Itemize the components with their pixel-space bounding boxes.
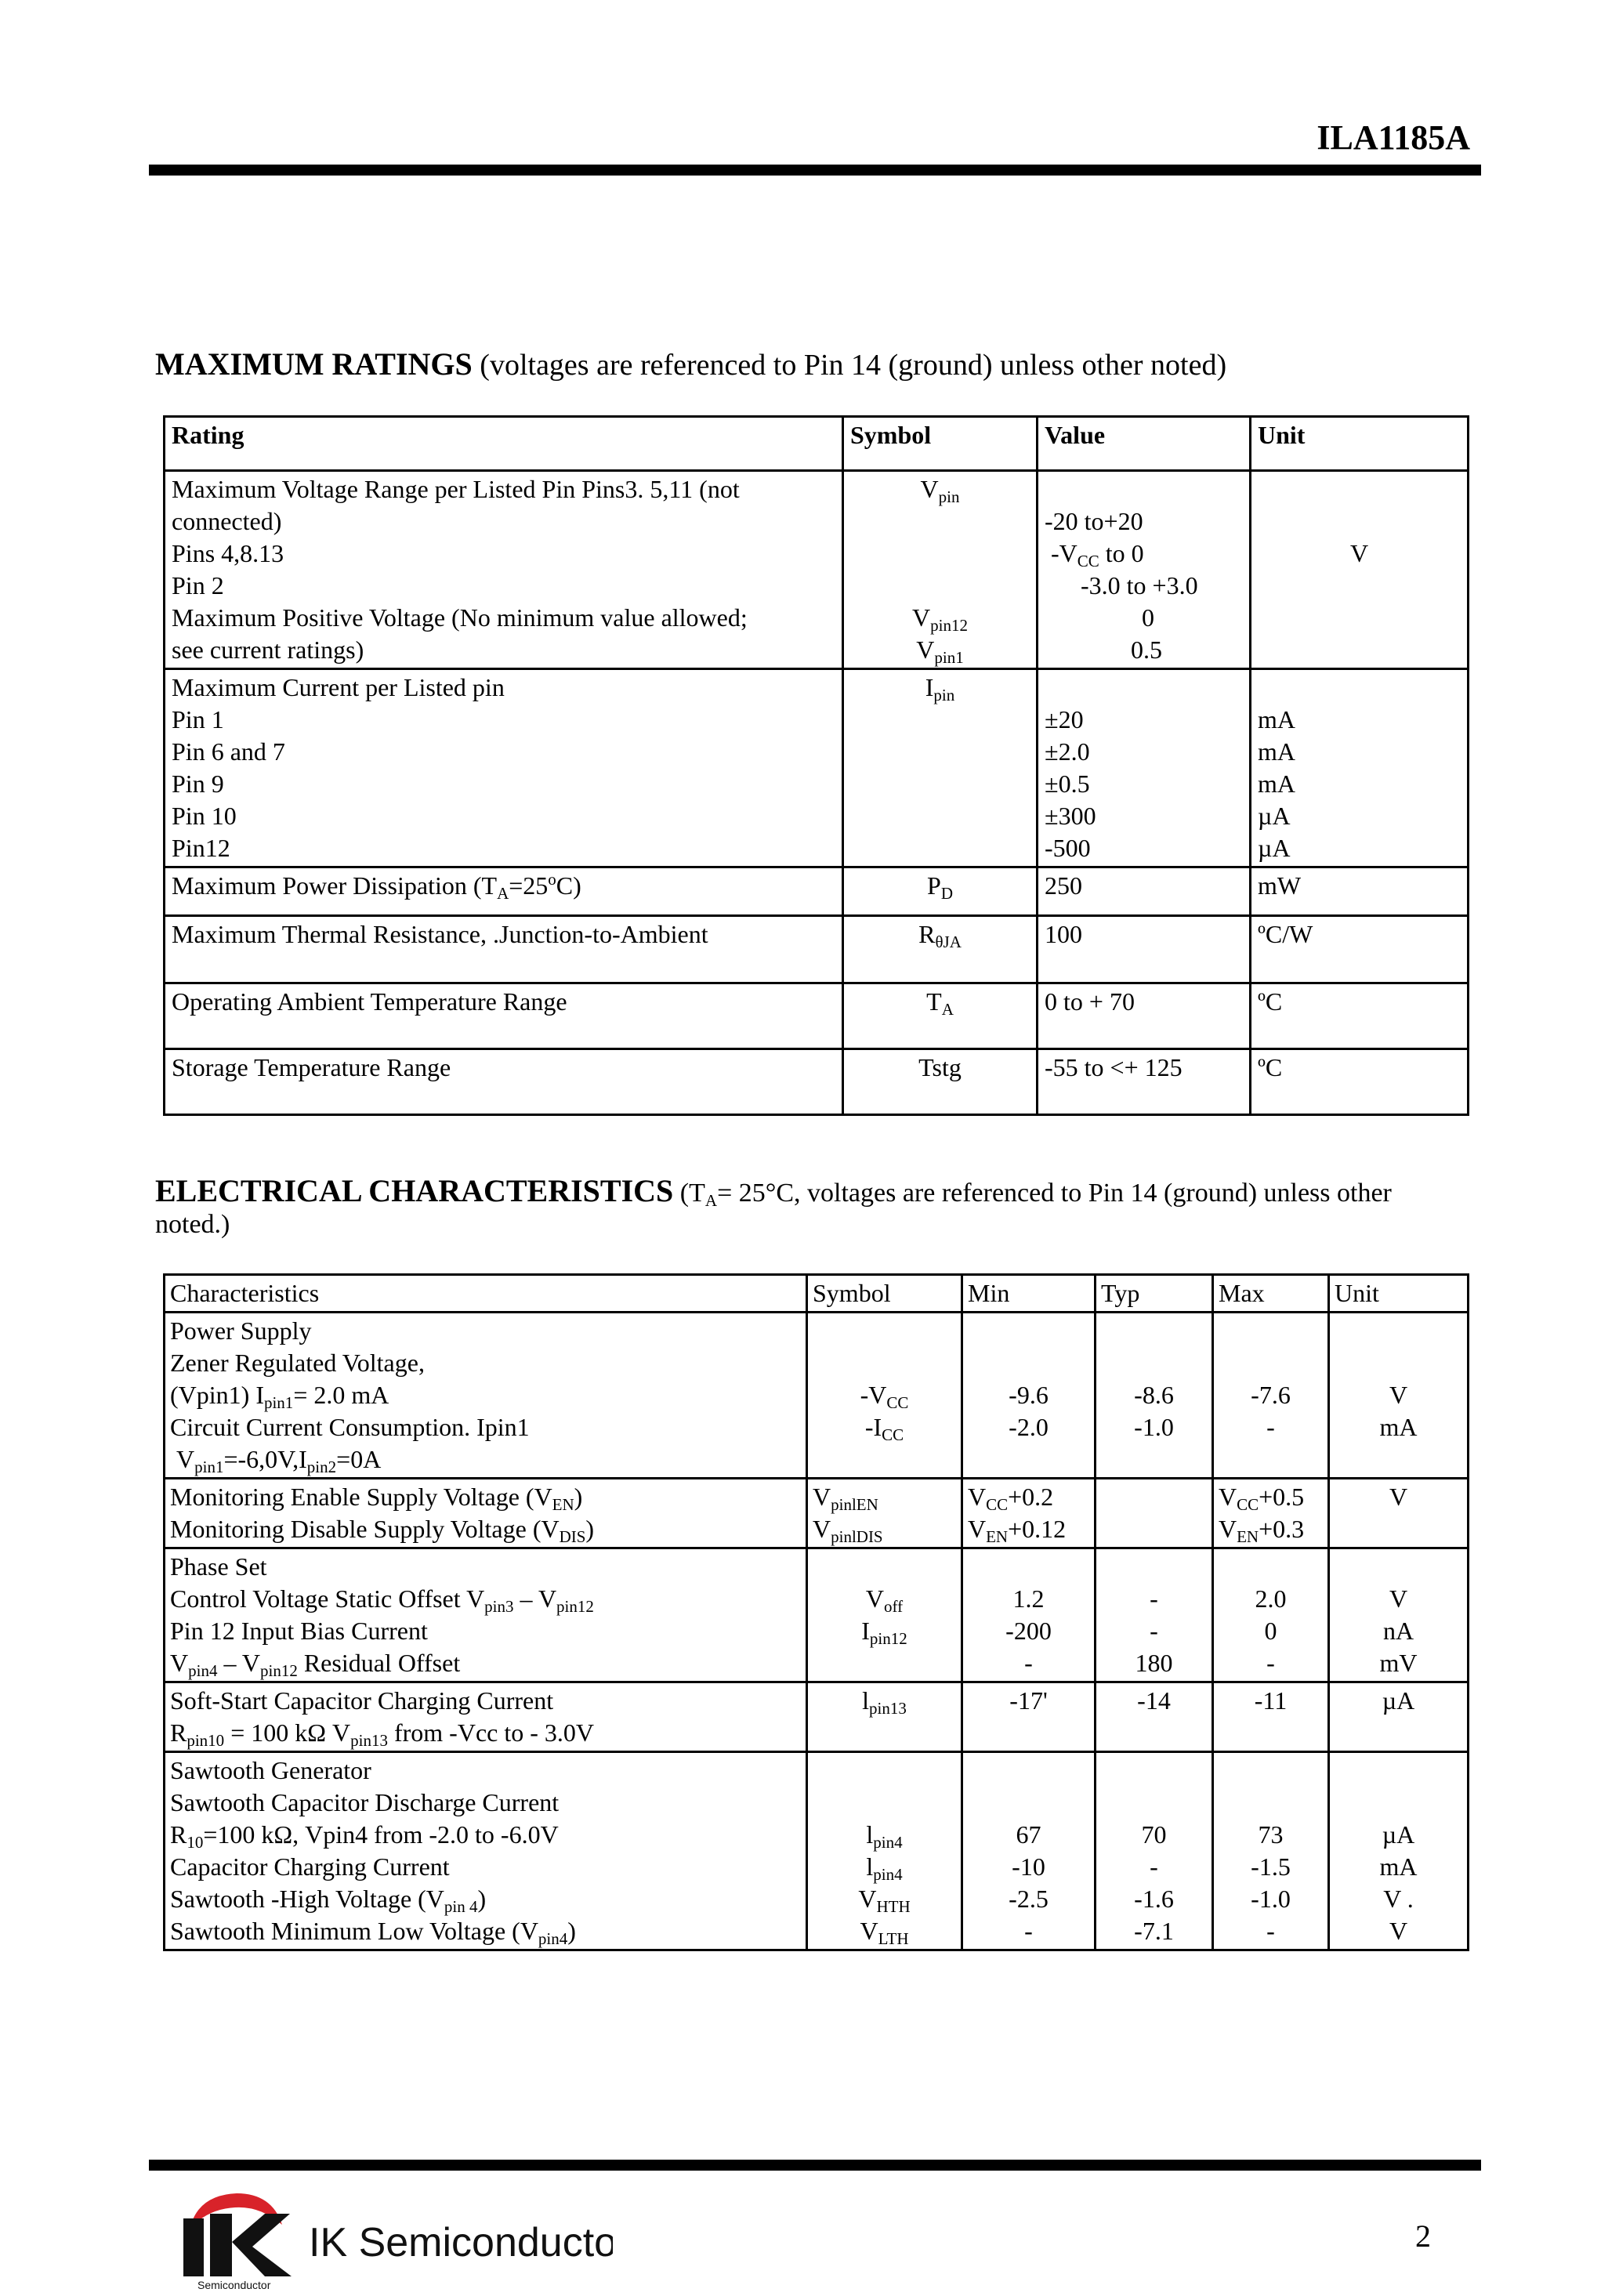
max-ratings-table	[163, 415, 1469, 1116]
unit: V	[1349, 539, 1369, 567]
rating-text: Maximum Thermal Resistance, .Junction-to-Ambient	[172, 920, 708, 948]
value: ±20	[1045, 705, 1084, 733]
char-text: Sawtooth -High Voltage $(V_{pin 4})$	[170, 1885, 487, 1916]
col-header: Characteristics	[165, 1275, 807, 1313]
char-text: Soft-Start Capacitor Charging Current	[170, 1686, 554, 1715]
min-value: $V_{CC}+0.2$	[968, 1483, 1054, 1514]
char-text: Circuit Current Consumption. Ipin1	[170, 1413, 530, 1441]
value: ±2.0	[1045, 737, 1090, 766]
max-value: -1.5	[1251, 1852, 1291, 1881]
rating-text: Pin 9	[172, 770, 224, 798]
table-row	[165, 983, 1469, 1049]
min-value: -200	[1005, 1617, 1052, 1645]
symbol: $R_{\theta JA}$	[918, 920, 962, 951]
unit: V	[1389, 1483, 1408, 1511]
min-value: -2.5	[1009, 1885, 1049, 1913]
char-text: Pin 12 Input Bias Current	[170, 1617, 428, 1645]
rating-text: Pins 4,8.13	[172, 539, 284, 567]
char-text: Power Supply	[170, 1316, 312, 1345]
unit: µA	[1258, 802, 1291, 830]
rating-text: see current ratings)	[172, 636, 364, 664]
unit: mW	[1258, 871, 1302, 900]
symbol: $l_{pin4}$	[866, 1820, 903, 1852]
col-header: Value	[1038, 417, 1251, 471]
value: 0 to + 70	[1045, 987, 1135, 1016]
table-row	[165, 867, 1469, 916]
min-value: -17'	[1009, 1686, 1048, 1715]
unit: nA	[1382, 1617, 1414, 1645]
symbol: $V_{off}$	[865, 1584, 904, 1616]
char-text: (Vpin1) $I_{pin1}= 2.0$ mA	[170, 1381, 389, 1412]
unit: µA	[1382, 1820, 1415, 1849]
table-row	[165, 1049, 1469, 1115]
typ-value: -1.6	[1134, 1885, 1174, 1913]
unit: mA	[1258, 770, 1295, 798]
table-row	[165, 1682, 1469, 1752]
table-row	[165, 1548, 1469, 1682]
unit: ºC/W	[1258, 920, 1313, 948]
unit: µA	[1258, 834, 1291, 862]
value: ±300	[1045, 802, 1096, 830]
unit: mA	[1379, 1852, 1418, 1881]
char-text: Capacitor Charging Current	[170, 1852, 450, 1881]
unit: mA	[1258, 705, 1295, 733]
col-header: Rating	[165, 417, 843, 471]
char-text: Sawtooth Generator	[170, 1756, 371, 1784]
col-header: Unit	[1329, 1275, 1469, 1313]
symbol: $T_A$	[926, 987, 954, 1019]
typ-value: -	[1150, 1617, 1158, 1645]
col-header: Max	[1213, 1275, 1329, 1313]
rating-text: Pin 1	[172, 705, 224, 733]
max-value: $V_{EN}+0.3$	[1219, 1515, 1305, 1546]
rating-text: Pin 6 and 7	[172, 737, 285, 766]
part-number: ILA1185A	[1317, 118, 1470, 157]
rating-text: Pin 2	[172, 571, 224, 599]
char-text: $V_{pin1}=-6,0V,I_{pin2}=0A$	[170, 1445, 382, 1476]
value: 0	[1142, 603, 1154, 632]
page-number: 2	[1415, 2218, 1431, 2254]
min-value: -9.6	[1009, 1381, 1049, 1409]
max-value: -1.0	[1251, 1885, 1291, 1913]
max-value: 2.0	[1255, 1584, 1287, 1613]
typ-value: -1.0	[1134, 1413, 1174, 1441]
col-header: Unit	[1251, 417, 1469, 471]
rating-text: Maximum Positive Voltage (No minimum value allowed;	[172, 603, 748, 632]
char-text: Control Voltage Static Offset $V_{pin3} - V_{pin12}$	[170, 1584, 594, 1616]
symbol: $I_{pin}$	[925, 673, 955, 704]
unit: ºC	[1258, 1053, 1283, 1081]
typ-value: -	[1150, 1584, 1158, 1613]
table-row	[165, 1752, 1469, 1950]
char-text: $R_{pin10} = 100$ kΩ $V_{pin13}$ from -Vcc to - 3.0V	[170, 1718, 594, 1750]
ik-logo-icon	[166, 2184, 613, 2292]
unit: mA	[1258, 737, 1295, 766]
rating-text: Pin12	[172, 834, 230, 862]
max-ratings-heading: MAXIMUM RATINGS (voltages are referenced to Pin 14 (ground) unless other noted)	[155, 346, 1227, 382]
col-header: Typ	[1096, 1275, 1213, 1313]
symbol: $V_{pin1}$	[916, 636, 964, 667]
table-row	[165, 1479, 1469, 1548]
table-header-row	[165, 1275, 1469, 1313]
char-text: Zener Regulated Voltage,	[170, 1349, 425, 1377]
value: ±0.5	[1045, 770, 1090, 798]
symbol: $V_{pinlDIS}$	[813, 1515, 883, 1546]
value: 250	[1045, 871, 1082, 900]
char-text: Monitoring Enable Supply Voltage $(V_{EN})$	[170, 1483, 583, 1514]
max-value: -7.6	[1251, 1381, 1291, 1409]
symbol: $V_{LTH}$	[860, 1917, 909, 1948]
max-value: -	[1266, 1649, 1275, 1677]
symbol: $P_D$	[927, 871, 953, 903]
max-value: -11	[1254, 1686, 1288, 1715]
symbol: $-V_{CC}$	[860, 1381, 909, 1412]
symbol: Tstg	[918, 1053, 962, 1081]
elec-char-table	[163, 1273, 1469, 1951]
unit: V	[1389, 1917, 1408, 1945]
header-rule	[149, 165, 1481, 176]
char-text: Sawtooth Minimum Low Voltage $(V_{pin4})$	[170, 1917, 576, 1948]
table-row	[165, 669, 1469, 867]
unit: mA	[1379, 1413, 1418, 1441]
rating-text: Operating Ambient Temperature Range	[172, 987, 567, 1016]
min-value: -10	[1012, 1852, 1045, 1881]
symbol: $-I_{CC}$	[864, 1413, 904, 1444]
logo-subtext: Semiconductor	[197, 2279, 271, 2291]
min-value: -2.0	[1009, 1413, 1049, 1441]
unit: V	[1389, 1584, 1408, 1613]
typ-value: 70	[1141, 1820, 1167, 1849]
col-header: Symbol	[843, 417, 1038, 471]
symbol: $V_{pin}$	[920, 475, 960, 506]
elec-heading: ELECTRICAL CHARACTERISTICS ($T_A= 25^\circ C$, voltages are referenced to Pin 14 (ground) unless other	[155, 1173, 1392, 1210]
value: 0.5	[1131, 636, 1162, 664]
footer-rule	[149, 2160, 1481, 2171]
unit: V	[1389, 1381, 1408, 1409]
elec-heading-note: noted.)	[155, 1210, 230, 1239]
char-text: Phase Set	[170, 1552, 267, 1581]
company-name: IK Semiconductor	[309, 2220, 613, 2265]
unit: µA	[1382, 1686, 1415, 1715]
max-value: 0	[1264, 1617, 1277, 1645]
rating-text: Maximum Current per Listed pin	[172, 673, 505, 701]
rating-text: Maximum Power Dissipation $(T_A=25^oC)$	[172, 870, 581, 903]
value: -55 to <+ 125	[1045, 1053, 1183, 1081]
table-row	[165, 1313, 1469, 1479]
min-value: -	[1024, 1649, 1033, 1677]
rating-text: Pin 10	[172, 802, 237, 830]
typ-value: 180	[1135, 1649, 1173, 1677]
unit: ºC	[1258, 987, 1283, 1016]
symbol: $l_{pin13}$	[862, 1686, 907, 1718]
char-text: $R_{10}=100$ kΩ, Vpin4 from -2.0 to -6.0V	[170, 1820, 559, 1852]
symbol: $l_{pin4}$	[866, 1852, 903, 1884]
symbol: $V_{HTH}$	[858, 1885, 911, 1916]
col-header: Symbol	[807, 1275, 962, 1313]
value: $-V_{CC}$ to 0	[1051, 539, 1144, 570]
min-value: 1.2	[1012, 1584, 1045, 1613]
char-text: $V_{pin4} - V_{pin12}$ Residual Offset	[170, 1649, 461, 1680]
value: -3.0 to +3.0	[1081, 571, 1198, 599]
max-value: 73	[1258, 1820, 1284, 1849]
typ-value: -	[1150, 1852, 1158, 1881]
min-value: -	[1024, 1917, 1033, 1945]
symbol: $I_{pin12}$	[861, 1617, 907, 1648]
symbol: $V_{pin12}$	[912, 603, 968, 635]
rating-text: Maximum Voltage Range per Listed Pin Pins3. 5,11 (not	[172, 475, 740, 503]
rating-text: Storage Temperature Range	[172, 1053, 451, 1081]
char-text: Sawtooth Capacitor Discharge Current	[170, 1788, 560, 1816]
rating-text: connected)	[172, 507, 282, 535]
unit: mV	[1379, 1649, 1418, 1677]
table-header-row	[165, 417, 1469, 471]
unit: V .	[1383, 1885, 1414, 1913]
typ-value: -14	[1137, 1686, 1171, 1715]
company-logo	[166, 2184, 613, 2292]
min-value: $V_{EN}+0.12$	[968, 1515, 1067, 1546]
value: 100	[1045, 920, 1082, 948]
max-value: $V_{CC}+0.5$	[1219, 1483, 1305, 1514]
col-header: Min	[962, 1275, 1096, 1313]
min-value: 67	[1016, 1820, 1041, 1849]
typ-value: -8.6	[1134, 1381, 1174, 1409]
char-text: Monitoring Disable Supply Voltage $(V_{DIS})$	[170, 1515, 595, 1546]
value: -500	[1045, 834, 1091, 862]
typ-value: -7.1	[1134, 1917, 1174, 1945]
symbol: $V_{pinlEN}$	[813, 1483, 878, 1514]
max-value: -	[1266, 1413, 1275, 1441]
table-row	[165, 916, 1469, 983]
max-value: -	[1266, 1917, 1275, 1945]
table-row	[165, 471, 1469, 669]
value: -20 to+20	[1045, 507, 1143, 535]
